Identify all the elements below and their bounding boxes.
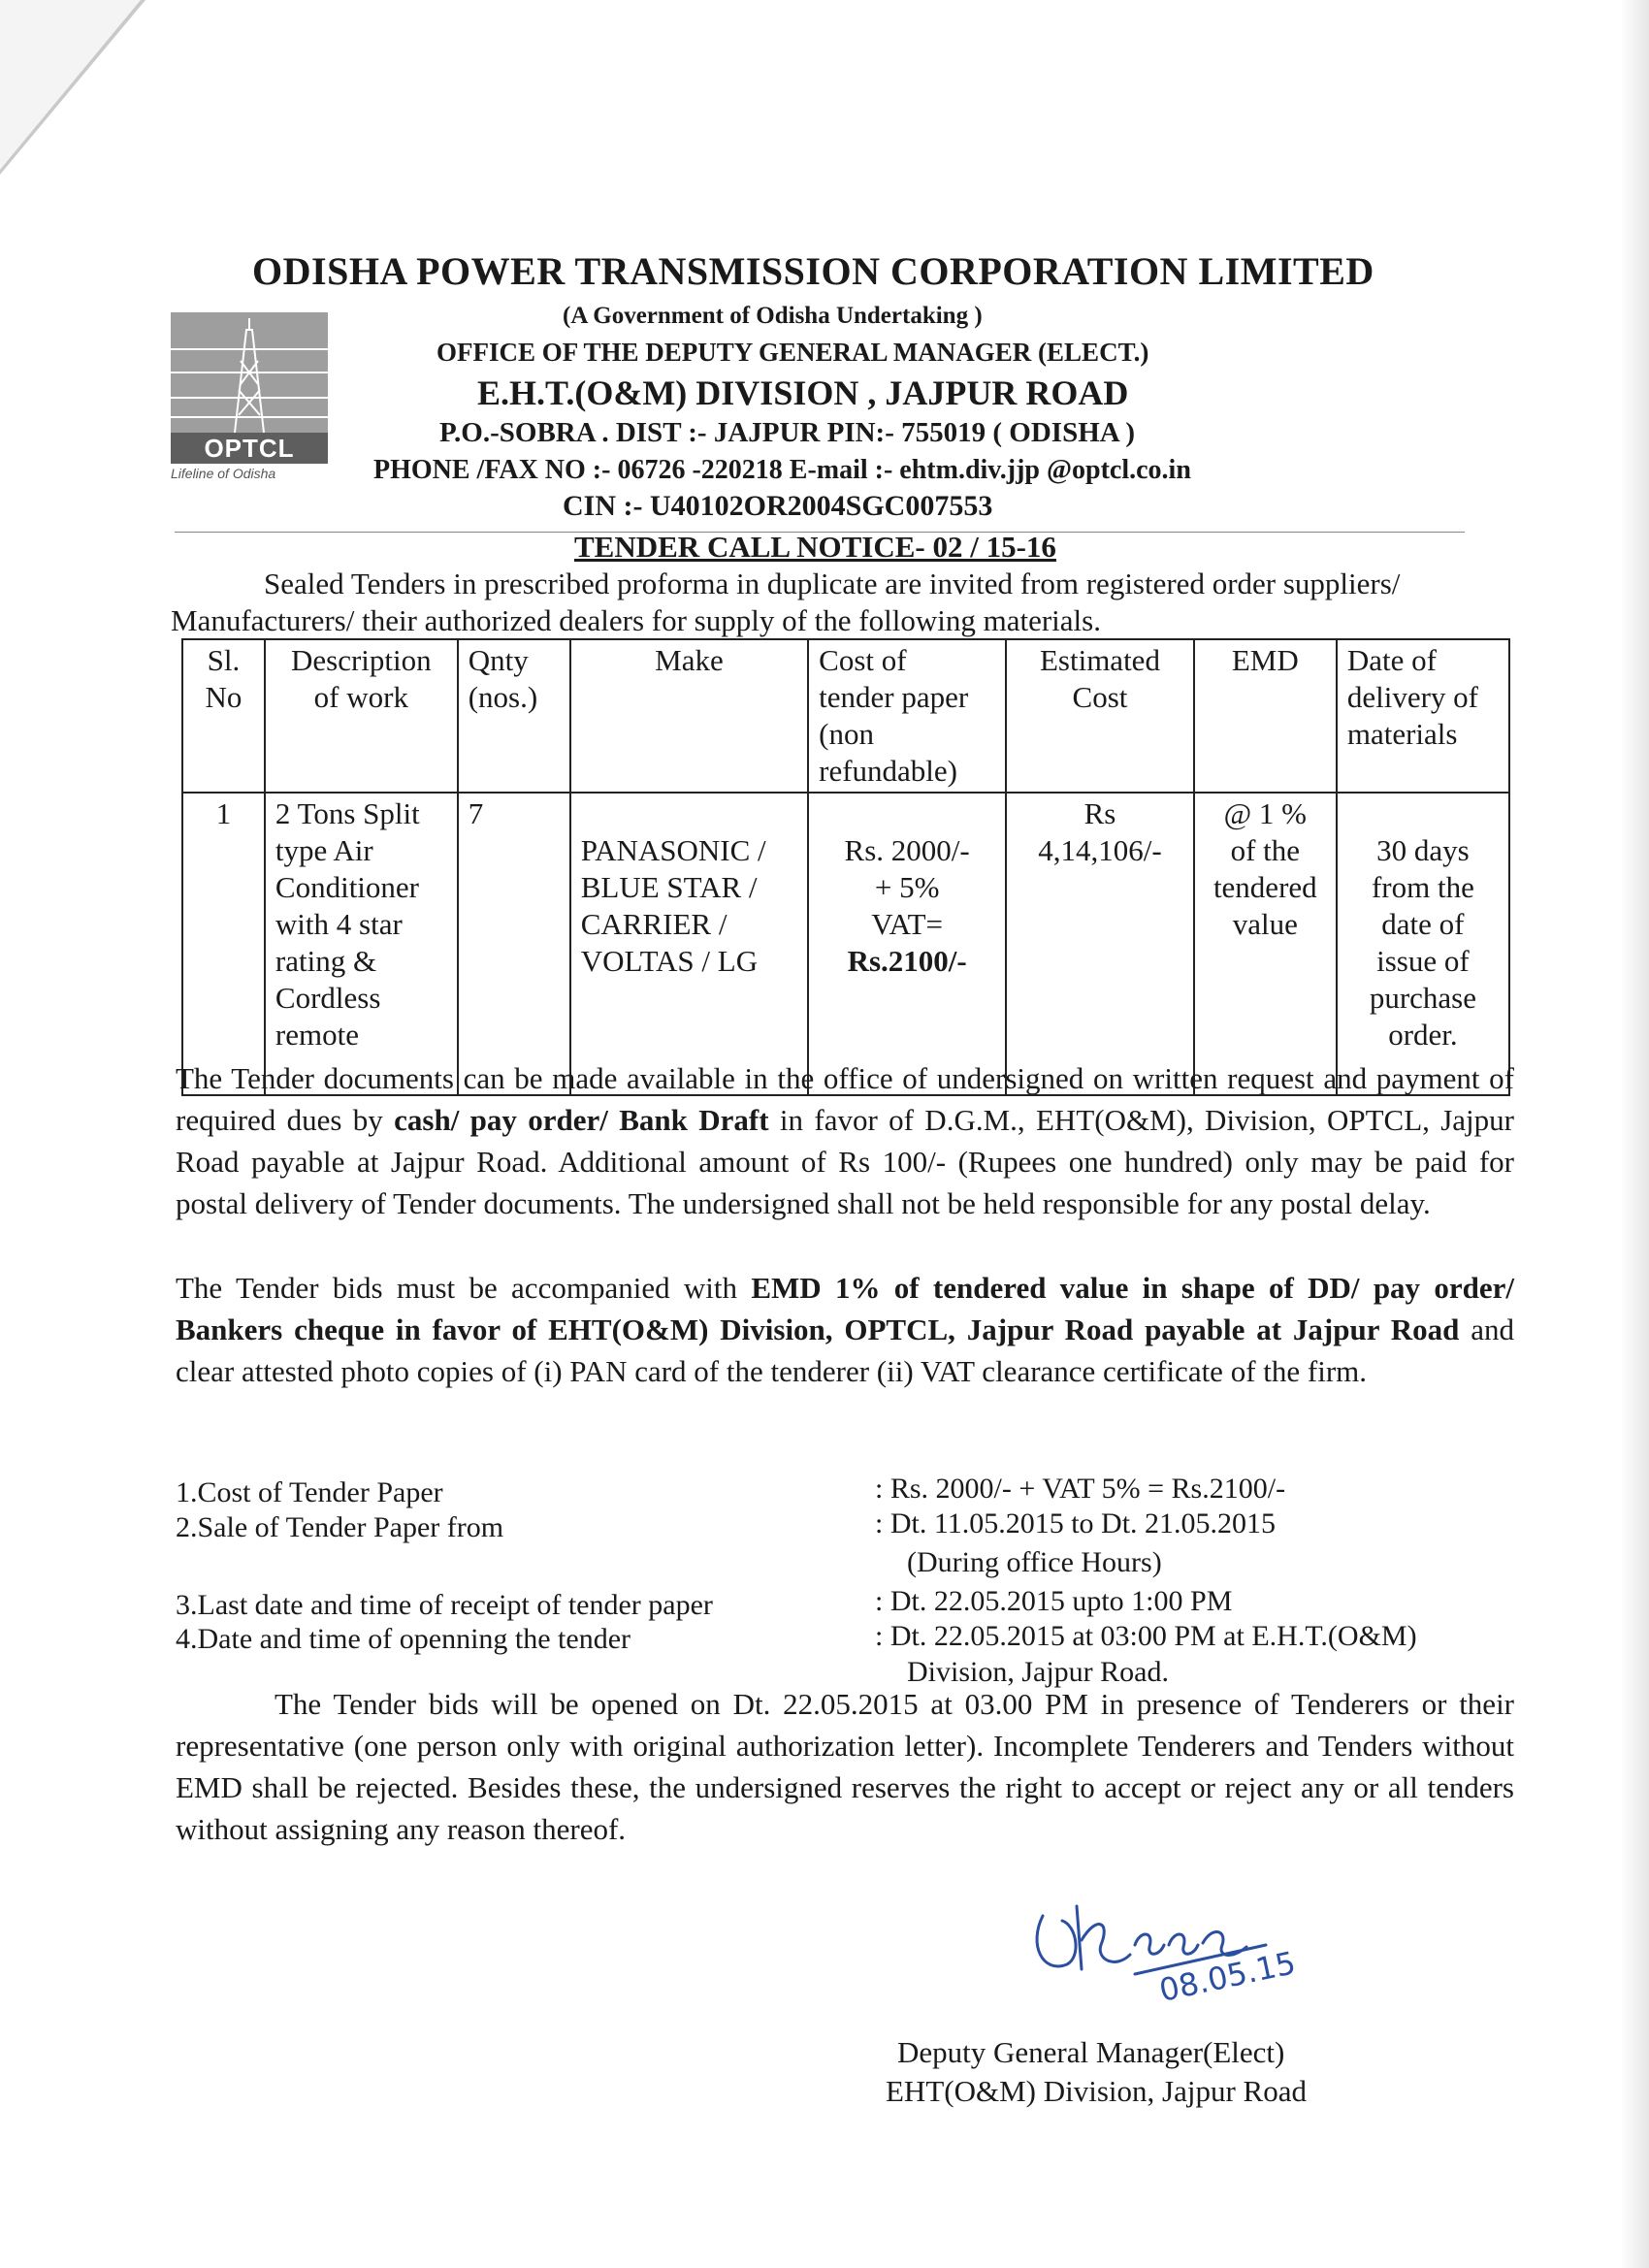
optcl-logo xyxy=(171,312,328,487)
page-corner-fold xyxy=(0,0,141,170)
detail-label-opening: 4.Date and time of openning the tender xyxy=(176,1623,631,1655)
header-line-contact: PHONE /FAX NO :- 06726 -220218 E-mail :- ehtm.div.jjp @optcl.co.in xyxy=(373,455,1191,485)
handwritten-signature xyxy=(1023,1877,1334,2013)
cell-cost-of-tender: Rs. 2000/- + 5% VAT= Rs.2100/- xyxy=(808,793,1006,1095)
notice-title: TENDER CALL NOTICE- 02 / 15-16 xyxy=(574,530,1056,564)
detail-value-opening-place: Division, Jajpur Road. xyxy=(907,1656,1169,1688)
header-line-undertaking: (A Government of Odisha Undertaking ) xyxy=(563,303,983,329)
cell-description: 2 Tons Split type Air Conditioner with 4 star rating & Cordless remote xyxy=(265,793,458,1095)
cell-delivery-date: 30 days from the date of issue of purchase order. xyxy=(1337,793,1509,1095)
cell-quantity: 7 xyxy=(458,793,570,1095)
table-header-row xyxy=(182,639,1509,793)
cell-make: PANASONIC / BLUE STAR / CARRIER / VOLTAS / LG xyxy=(570,793,808,1095)
paragraph-tender-documents: The Tender documents can be made available in the office of undersigned on written request and payment of required dues by cash/ pay order/ Bank Draft in favor of D.G.M., EHT(O&M), Division, OPTCL, Jajpur Road payable at Jajpur Road. Additional amount of Rs 100/- (Rupees one hundred) only may be paid for postal delivery of Tender documents. The undersigned shall not be held responsible for any postal delay. xyxy=(176,1061,1514,1220)
paragraph-opening-terms: The Tender bids will be opened on Dt. 22.05.2015 at 03.00 PM in presence of Tenderers or their representative (one person only with original authorization letter). Incomplete Tenderers and Tenders without EMD shall be rejected. Besides these, the undersigned reserves the right to accept or reject any or all tenders without assigning any reason thereof. xyxy=(176,1687,1514,1846)
header-emd: EMD xyxy=(1194,639,1337,793)
detail-label-cost: 1.Cost of Tender Paper xyxy=(176,1476,443,1508)
tender-table xyxy=(181,638,1510,1096)
detail-value-cost: : Rs. 2000/- + VAT 5% = Rs.2100/- xyxy=(875,1473,1286,1505)
header-line-address: P.O.-SOBRA . DIST :- JAJPUR PIN:- 755019 ( ODISHA ) xyxy=(439,417,1135,448)
detail-value-sale: : Dt. 11.05.2015 to Dt. 21.05.2015 xyxy=(875,1507,1277,1539)
signatory-division: EHT(O&M) Division, Jajpur Road xyxy=(886,2074,1307,2108)
header-line-office: OFFICE OF THE DEPUTY GENERAL MANAGER (ELECT.) xyxy=(436,338,1149,367)
page-edge-shadow xyxy=(1620,0,1649,2268)
header-sl: Sl. No xyxy=(182,639,265,793)
header-cost-of-tender: Cost of tender paper (non refundable) xyxy=(808,639,1006,793)
paragraph-emd-requirements: The Tender bids must be accompanied with EMD 1% of tendered value in shape of DD/ pay order/ Bankers cheque in favor of EHT(O&M) Division, OPTCL, Jajpur Road payable at Jajpur Road and clear attested photo copies of (i) PAN card of the tenderer (ii) VAT clearance certificate of the firm. xyxy=(176,1271,1515,1388)
logo-tagline: Lifeline of Odisha xyxy=(171,466,276,481)
transmission-tower-icon xyxy=(171,312,328,435)
header-quantity: Qnty (nos.) xyxy=(458,639,570,793)
detail-value-sale-note: (During office Hours) xyxy=(907,1546,1162,1578)
header-make: Make xyxy=(570,639,808,793)
cell-estimated-cost: Rs 4,14,106/- xyxy=(1006,793,1194,1095)
header-line-cin: CIN :- U40102OR2004SGC007553 xyxy=(563,490,993,522)
organization-name: ODISHA POWER TRANSMISSION CORPORATION LIMITED xyxy=(252,249,1374,293)
header-delivery-date: Date of delivery of materials xyxy=(1337,639,1509,793)
detail-label-sale: 2.Sale of Tender Paper from xyxy=(176,1511,504,1543)
header-line-division: E.H.T.(O&M) DIVISION , JAJPUR ROAD xyxy=(477,373,1129,412)
detail-label-last-date: 3.Last date and time of receipt of tender paper xyxy=(176,1589,713,1621)
cell-emd: @ 1 % of the tendered value xyxy=(1194,793,1337,1095)
table-row xyxy=(182,793,1509,1095)
intro-line-1: Sealed Tenders in prescribed proforma in duplicate are invited from registered order suppliers/ xyxy=(264,567,1401,600)
signatory-title: Deputy General Manager(Elect) xyxy=(897,2035,1285,2069)
signature-date: 08.05.15 xyxy=(1155,1944,1300,2009)
detail-value-opening: : Dt. 22.05.2015 at 03:00 PM at E.H.T.(O&M) xyxy=(875,1620,1417,1652)
detail-value-last-date: : Dt. 22.05.2015 upto 1:00 PM xyxy=(875,1585,1233,1617)
header-estimated-cost: Estimated Cost xyxy=(1006,639,1194,793)
header-description: Description of work xyxy=(265,639,458,793)
cell-sl: 1 xyxy=(182,793,265,1095)
logo-title: OPTCL xyxy=(171,433,328,464)
intro-line-2: Manufacturers/ their authorized dealers for supply of the following materials. xyxy=(171,603,1101,637)
